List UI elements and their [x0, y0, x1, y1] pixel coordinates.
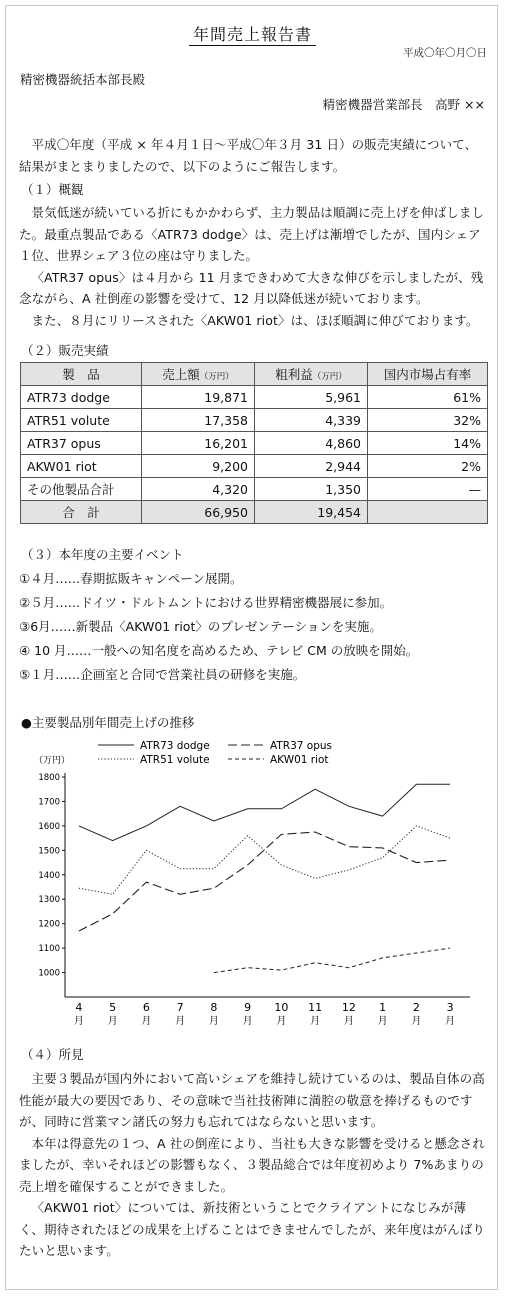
- x-tick-label: 8: [210, 1001, 218, 1014]
- overview-paragraph-1: 景気低迷が続いている折にもかかわらず、主力製品は順調に売上げを伸ばしました。最重点製品である〈ATR73 dodge〉は、売上げは漸増でしたが、国内シェア１位、世界シェア３位の座は守りました。: [19, 205, 485, 263]
- overview-heading: （１）概観: [21, 182, 84, 197]
- x-tick-label-unit: 月: [208, 1016, 219, 1027]
- series-line-atr73-dodge: [79, 784, 450, 840]
- legend-label: ATR51 volute: [140, 754, 210, 766]
- cell-total-profit: 19,454: [255, 501, 368, 524]
- header-sales: 売上額（万円）: [142, 363, 255, 386]
- series-line-atr51-volute: [79, 826, 450, 894]
- y-tick-label: 1100: [38, 944, 60, 955]
- cell-sales: 9,200: [142, 455, 255, 478]
- cell-sales: 4,320: [142, 478, 255, 501]
- table-row: [21, 432, 488, 455]
- table-total-row: [21, 501, 488, 524]
- x-tick-label-unit: 月: [242, 1016, 253, 1027]
- cell-share: 2%: [368, 455, 488, 478]
- x-tick-label-unit: 月: [73, 1016, 84, 1027]
- cell-share: 14%: [368, 432, 488, 455]
- x-tick-label-unit: 月: [445, 1016, 456, 1027]
- overview-body: [19, 202, 489, 331]
- overview-paragraph-3: また、８月にリリースされた〈AKW01 riot〉は、ほぼ順調に伸びております。: [31, 312, 479, 328]
- sales-trend-chart: [0, 735, 505, 1035]
- document-date: 平成〇年〇月〇日: [403, 47, 487, 59]
- x-tick-label-unit: 月: [310, 1016, 321, 1027]
- sales-table: [20, 362, 488, 524]
- x-tick-label: 3: [446, 1001, 454, 1014]
- y-tick-label: 1700: [38, 797, 60, 808]
- y-tick-label: 1500: [38, 846, 60, 857]
- cell-profit: 4,860: [255, 432, 368, 455]
- header-share: 国内市場占有率: [368, 363, 488, 386]
- x-tick-label-unit: 月: [141, 1016, 152, 1027]
- cell-total-share: [368, 501, 488, 524]
- opinion-paragraph-3: 〈AKW01 riot〉については、新技術ということでクライアントになじみが薄く、期待されたほどの成果を上げることはできませんでしたが、来年度はがんばりたいと思います。: [19, 1200, 485, 1258]
- intro-paragraph: [19, 134, 489, 177]
- cell-product: ATR37 opus: [21, 432, 142, 455]
- cell-sales: 16,201: [142, 432, 255, 455]
- x-tick-label-unit: 月: [276, 1016, 287, 1027]
- opinion-paragraph-1: 主要３製品が国内外において高いシェアを維持し続けているのは、製品自体の高性能が最大の要因であり、その意味で当社技術陣に満腔の敬意を捧げるものですが、同時に営業マン諸氏の努力も忘れてはならないと思います。: [19, 1071, 485, 1129]
- table-row: [21, 455, 488, 478]
- x-tick-label: 10: [274, 1001, 289, 1014]
- y-tick-label: 1400: [38, 870, 60, 881]
- y-tick-label: 1200: [38, 919, 60, 930]
- overview-paragraph-2: 〈ATR37 opus〉は４月から 11 月まできわめて大きな伸びを示しましたが、残念ながら、A 社倒産の影響を受けて、12 月以降低迷が続いております。: [19, 269, 484, 306]
- cell-total-label: 合 計: [21, 501, 142, 524]
- document-title: 年間売上報告書: [0, 22, 505, 45]
- x-tick-label: 5: [109, 1001, 117, 1014]
- cell-profit: 2,944: [255, 455, 368, 478]
- event-item: ①４月……春期拡販キャンペーン展開。: [19, 571, 243, 586]
- series-line-atr37-opus: [79, 832, 450, 931]
- y-tick-label: 1800: [38, 773, 60, 783]
- opinion-heading: （４）所見: [21, 1047, 84, 1062]
- x-tick-label-unit: 月: [175, 1016, 186, 1027]
- table-row: [21, 409, 488, 432]
- x-tick-label-unit: 月: [343, 1016, 354, 1027]
- event-item: ③6月……新製品〈AKW01 riot〉のプレゼンテーションを実施。: [19, 619, 382, 634]
- cell-share: 61%: [368, 386, 488, 409]
- legend-label: ATR37 opus: [270, 740, 332, 752]
- cell-product: AKW01 riot: [21, 455, 142, 478]
- cell-product: その他製品合計: [21, 478, 142, 501]
- sender: 精密機器営業部長 高野 ××: [322, 97, 485, 112]
- sales-table-header: [21, 363, 488, 386]
- series-line-akw01-riot: [214, 948, 450, 973]
- table-row: [21, 478, 488, 501]
- x-tick-label-unit: 月: [107, 1016, 118, 1027]
- x-tick-label-unit: 月: [377, 1016, 388, 1027]
- cell-sales: 17,358: [142, 409, 255, 432]
- table-row: [21, 386, 488, 409]
- x-tick-label: 7: [176, 1001, 184, 1014]
- cell-product: ATR73 dodge: [21, 386, 142, 409]
- recipient: 精密機器統括本部長殿: [20, 72, 146, 87]
- x-tick-label: 4: [75, 1001, 83, 1014]
- cell-profit: 5,961: [255, 386, 368, 409]
- opinion-body: [19, 1068, 489, 1262]
- cell-share: 32%: [368, 409, 488, 432]
- legend-label: AKW01 riot: [270, 754, 329, 766]
- legend-label: ATR73 dodge: [140, 740, 210, 752]
- cell-share: —: [368, 478, 488, 501]
- event-item: ④ 10 月……一般への知名度を高めるため、テレビ CM の放映を開始。: [19, 643, 419, 658]
- x-tick-label: 6: [142, 1001, 150, 1014]
- cell-total-sales: 66,950: [142, 501, 255, 524]
- y-tick-label: 1000: [38, 968, 60, 979]
- x-tick-label: 2: [412, 1001, 420, 1014]
- header-product: 製 品: [21, 363, 142, 386]
- x-tick-label: 12: [341, 1001, 356, 1014]
- x-tick-label-unit: 月: [411, 1016, 422, 1027]
- event-item: ②５月……ドイツ・ドルトムントにおける世界精密機器展に参加。: [19, 595, 393, 610]
- intro-line-2: 結果がまとまりましたので、以下のようにご報告します。: [19, 158, 346, 174]
- cell-product: ATR51 volute: [21, 409, 142, 432]
- cell-sales: 19,871: [142, 386, 255, 409]
- cell-profit: 1,350: [255, 478, 368, 501]
- header-profit: 粗利益（万円）: [255, 363, 368, 386]
- y-tick-label: 1300: [38, 895, 60, 906]
- sales-heading: （２）販売実績: [21, 343, 109, 358]
- y-axis-label: （万円）: [34, 756, 71, 766]
- y-tick-label: 1600: [38, 821, 60, 832]
- x-tick-label: 9: [244, 1001, 252, 1014]
- x-tick-label: 1: [379, 1001, 387, 1014]
- cell-profit: 4,339: [255, 409, 368, 432]
- event-item: ⑤１月……企画室と合同で営業社員の研修を実施。: [19, 667, 306, 682]
- chart-title: ●主要製品別年間売上げの推移: [21, 715, 195, 730]
- opinion-paragraph-2: 本年は得意先の１つ、A 社の倒産により、当社も大きな影響を受けると懸念されましたが、幸いそれほどの影響もなく、３製品総合では年度初めより 7%あまりの売上増を確保することができました。: [19, 1135, 485, 1194]
- x-tick-label: 11: [308, 1001, 323, 1014]
- intro-line-1: 平成〇年度（平成 × 年４月１日〜平成〇年３月 31 日）の販売実績について、: [31, 137, 478, 152]
- events-heading: （３）本年度の主要イベント: [21, 547, 184, 562]
